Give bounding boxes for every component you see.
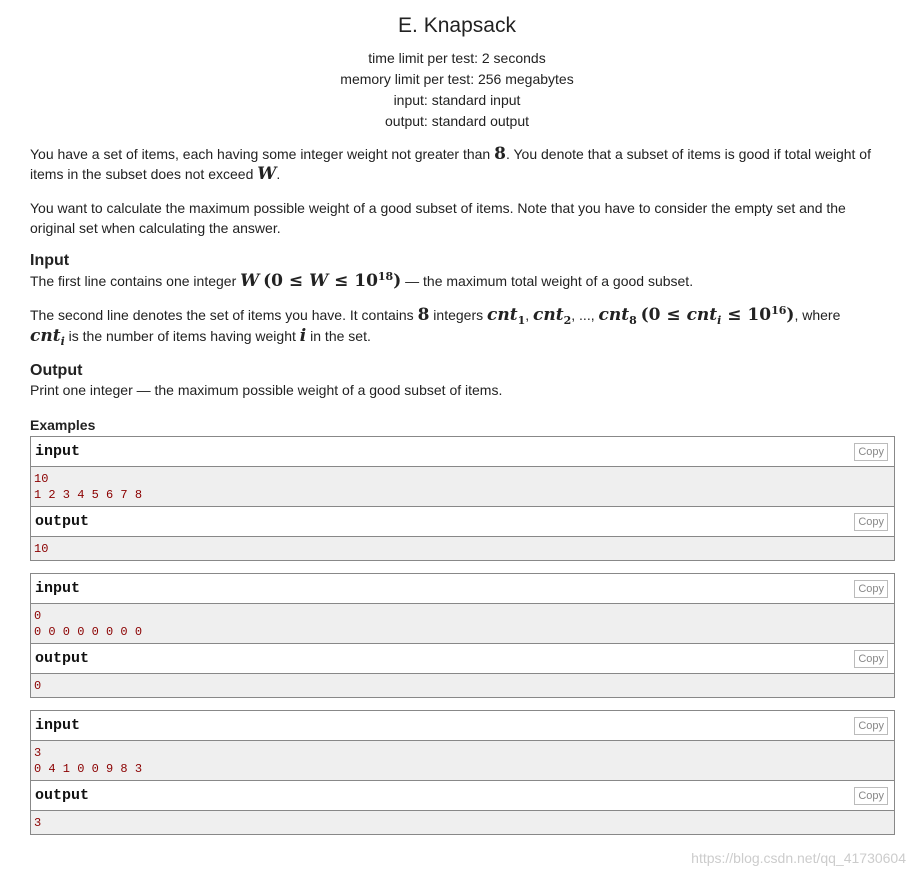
- example-1: [30, 436, 895, 561]
- example-input-header: [31, 574, 894, 604]
- output-label: output: [35, 787, 90, 804]
- copy-button[interactable]: Copy: [854, 787, 888, 805]
- example-3: [30, 710, 895, 835]
- examples-heading: Examples: [30, 417, 96, 433]
- input-line: 0 0 0 0 0 0 0 0: [34, 625, 143, 639]
- input-label: input: [35, 443, 81, 460]
- output-source: output: standard output: [385, 113, 529, 129]
- statement-paragraph-2: You want to calculate the maximum possible weight of a good subset of items. Note that you have to consider the empty set and the original set when calculating the answer.: [30, 200, 846, 236]
- statement-paragraph-1: You have a set of items, each having some integer weight not greater than 8. You denote that a subset of items is good if total weight of items in the subset does not exceed W.: [30, 144, 871, 184]
- example-output[interactable]: [31, 811, 894, 834]
- example-input[interactable]: [31, 467, 894, 507]
- output-line: 0: [34, 679, 42, 693]
- example-output[interactable]: [31, 674, 894, 697]
- input-label: input: [35, 717, 81, 734]
- problem-limits: [0, 48, 914, 132]
- output-label: output: [35, 650, 90, 667]
- copy-button[interactable]: Copy: [854, 650, 888, 668]
- output-label: output: [35, 513, 90, 530]
- copy-button[interactable]: Copy: [854, 443, 888, 461]
- input-paragraph-1: The first line contains one integer W $(0 \le W \le 10^{18})$ — the maximum total weight of a good subset.: [30, 270, 694, 291]
- example-output-header: [31, 507, 894, 537]
- output-heading: Output: [30, 362, 83, 379]
- input-line: 10: [34, 472, 49, 486]
- copy-button[interactable]: Copy: [854, 717, 888, 735]
- input-line: 0 4 1 0 0 9 8 3: [34, 762, 143, 776]
- watermark-url: https://blog.csdn.net/qq_41730604: [691, 850, 906, 866]
- input-line: 1 2 3 4 5 6 7 8: [34, 488, 143, 502]
- output-line: 3: [34, 816, 42, 830]
- copy-button[interactable]: Copy: [854, 513, 888, 531]
- example-input-header: [31, 437, 894, 467]
- example-output-header: [31, 781, 894, 811]
- example-output-header: [31, 644, 894, 674]
- input-heading: Input: [30, 252, 70, 269]
- copy-button[interactable]: Copy: [854, 580, 888, 598]
- input-line: 0: [34, 609, 42, 623]
- input-line: 3: [34, 746, 42, 760]
- input-label: input: [35, 580, 81, 597]
- output-paragraph-1: Print one integer — the maximum possible weight of a good subset of items.: [30, 382, 503, 398]
- problem-title: E. Knapsack: [398, 14, 516, 37]
- example-input[interactable]: [31, 741, 894, 781]
- example-2: [30, 573, 895, 698]
- memory-limit: memory limit per test: 256 megabytes: [340, 71, 574, 87]
- example-output[interactable]: [31, 537, 894, 560]
- input-paragraph-2: The second line denotes the set of items you have. It contains 8 integers cnt$_1$, cnt$_2$, ..., cnt$_8$ $(0 \le cnt_i \le 10^{16})$, where cnt$_i$ is the number of items having weight i in the set.: [30, 304, 841, 348]
- time-limit: time limit per test: 2 seconds: [368, 50, 546, 66]
- input-source: input: standard input: [393, 92, 521, 108]
- output-line: 10: [34, 542, 49, 556]
- example-input-header: [31, 711, 894, 741]
- example-input[interactable]: [31, 604, 894, 644]
